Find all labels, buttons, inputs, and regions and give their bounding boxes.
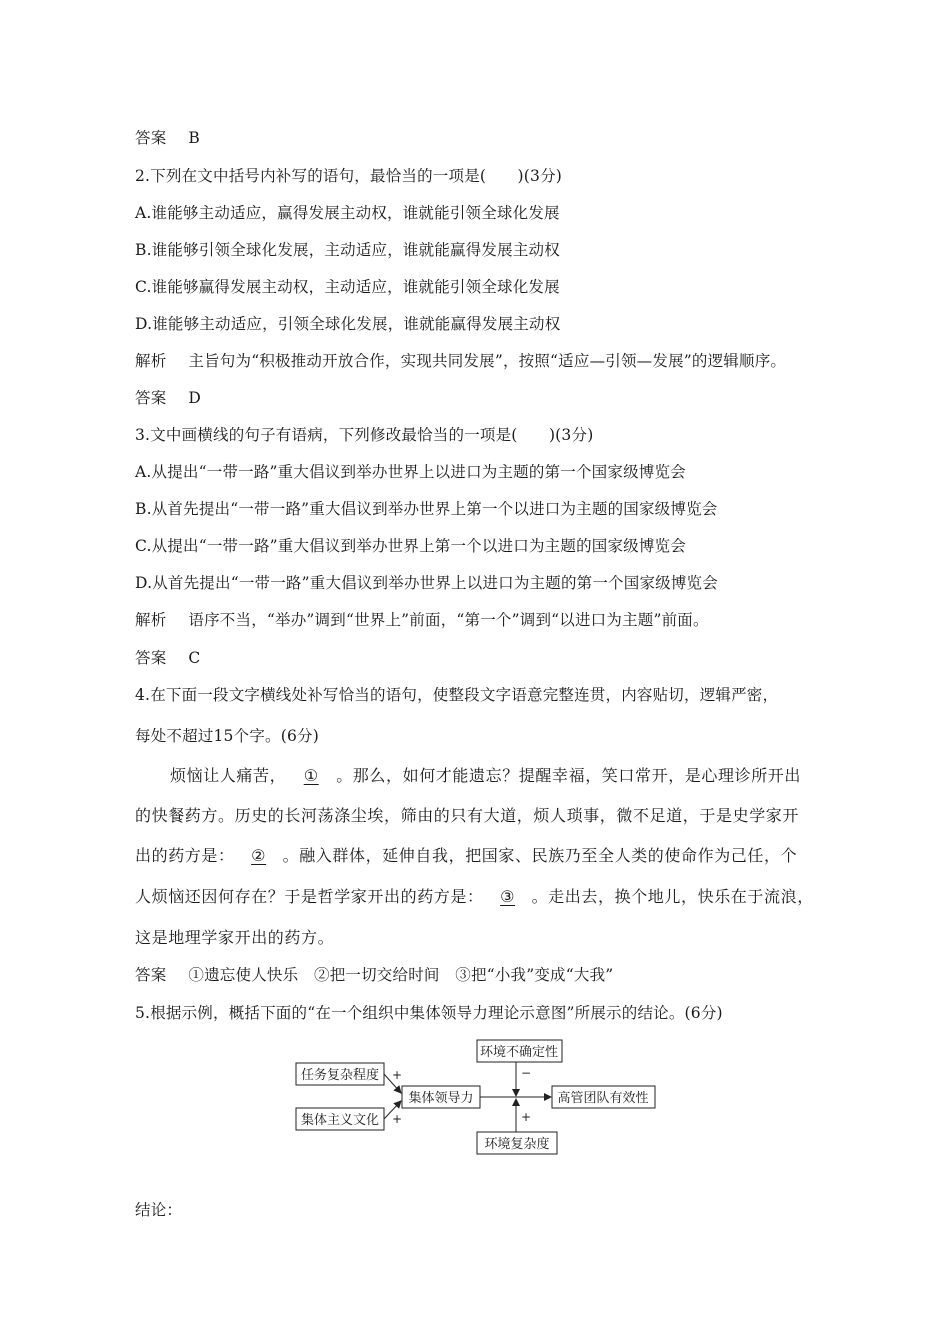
passage-line-3 — [135, 843, 797, 866]
answer-label: 答案 — [135, 966, 167, 984]
collectivist-culture-label: 集体主义文化 — [300, 1113, 380, 1128]
env-complexity-label: 环境复杂度 — [484, 1137, 550, 1152]
answer-line — [135, 126, 200, 148]
answer-label: 答案 — [135, 389, 167, 407]
passage-text: 。那么，如何才能遗忘？提醒幸福，笑口常开，是心理诊所开出 — [336, 766, 802, 785]
question-5: 5.根据示例，概括下面的“在一个组织中集体领导力理论示意图”所展示的结论。(6分) — [135, 1004, 723, 1022]
answer-line — [135, 386, 201, 408]
plus-sign: + — [392, 1112, 403, 1126]
option-b: B.从首先提出“一带一路”重大倡议到举办世界上第一个以进口为主题的国家级博览会 — [135, 500, 718, 518]
analysis-label: 解析 — [135, 352, 167, 370]
analysis-text: 语序不当，“举办”调到“世界上”前面，“第一个”调到“以进口为主题”前面。 — [188, 611, 709, 629]
task-complexity-label: 任务复杂程度 — [300, 1068, 380, 1083]
env-uncertainty-label: 环境不确定性 — [479, 1045, 559, 1060]
answer-value: ①遗忘使人快乐 ②把一切交给时间 ③把“小我”变成“大我” — [188, 966, 614, 984]
blank-1: ① — [303, 766, 319, 785]
passage-text: 出的药方是： — [135, 846, 235, 865]
answer-value: D — [188, 389, 202, 407]
passage-line-2: 的快餐药方。历史的长河荡涤尘埃，筛由的只有大道，烦人琐事，微不足道，于是史学家开 — [135, 806, 800, 825]
answer-value: B — [188, 129, 200, 147]
option-d: D.谁能够主动适应，引领全球化发展，谁就能赢得发展主动权 — [135, 315, 561, 333]
question-4: 4.在下面一段文字横线处补写恰当的语句，使整段文字语意完整连贯，内容贴切，逻辑严密， — [135, 686, 779, 704]
passage-text: 。融入群体，延伸自我，把国家、民族乃至全人类的使命作为己任，个 — [282, 846, 798, 865]
team-effectiveness-label: 高管团队有效性 — [557, 1091, 649, 1106]
analysis-line — [135, 608, 709, 630]
analysis-text: 主旨句为“积极推动开放合作，实现共同发展”，按照“适应—引领—发展”的逻辑顺序。 — [188, 352, 787, 370]
passage-line-1 — [170, 763, 801, 786]
answer-label: 答案 — [135, 129, 167, 147]
question-2: 2.下列在文中括号内补写的语句，最恰当的一项是( )(3分) — [135, 167, 563, 185]
leadership-diagram — [290, 1035, 665, 1160]
passage-line-4 — [135, 884, 814, 907]
minus-sign: − — [521, 1066, 532, 1080]
question-4-limit: 每处不超过15个字。(6分) — [135, 727, 319, 745]
passage-line-5: 这是地理学家开出的药方。 — [135, 928, 335, 947]
answer-line — [135, 963, 613, 985]
plus-sign: + — [392, 1068, 403, 1082]
option-c: C.谁能够赢得发展主动权，主动适应，谁就能引领全球化发展 — [135, 278, 560, 296]
option-b: B.谁能够引领全球化发展，主动适应，谁就能赢得发展主动权 — [135, 241, 560, 259]
question-3: 3.文中画横线的句子有语病，下列修改最恰当的一项是( )(3分) — [135, 426, 594, 444]
option-d: D.从首先提出“一带一路”重大倡议到举办世界上以进口为主题的第一个国家级博览会 — [135, 574, 718, 592]
option-c: C.从提出“一带一路”重大倡议到举办世界上第一个以进口为主题的国家级博览会 — [135, 537, 686, 555]
answer-value: C — [188, 649, 201, 667]
answer-line — [135, 646, 200, 668]
option-a: A.谁能够主动适应，赢得发展主动权，谁就能引领全球化发展 — [135, 204, 560, 222]
answer-label: 答案 — [135, 649, 167, 667]
conclusion-label: 结论： — [135, 1201, 183, 1219]
analysis-label: 解析 — [135, 611, 167, 629]
plus-sign: + — [521, 1110, 532, 1124]
blank-3: ③ — [500, 887, 516, 906]
passage-text: 人烦恼还因何存在？于是哲学家开出的药方是： — [135, 887, 484, 906]
blank-2: ② — [251, 846, 267, 865]
option-a: A.从提出“一带一路”重大倡议到举办世界上以进口为主题的第一个国家级博览会 — [135, 463, 686, 481]
collective-leadership-label: 集体领导力 — [408, 1091, 474, 1106]
passage-text: 烦恼让人痛苦， — [170, 766, 287, 785]
analysis-line — [135, 349, 786, 371]
passage-text: 。走出去，换个地儿，快乐在于流浪， — [531, 887, 814, 906]
